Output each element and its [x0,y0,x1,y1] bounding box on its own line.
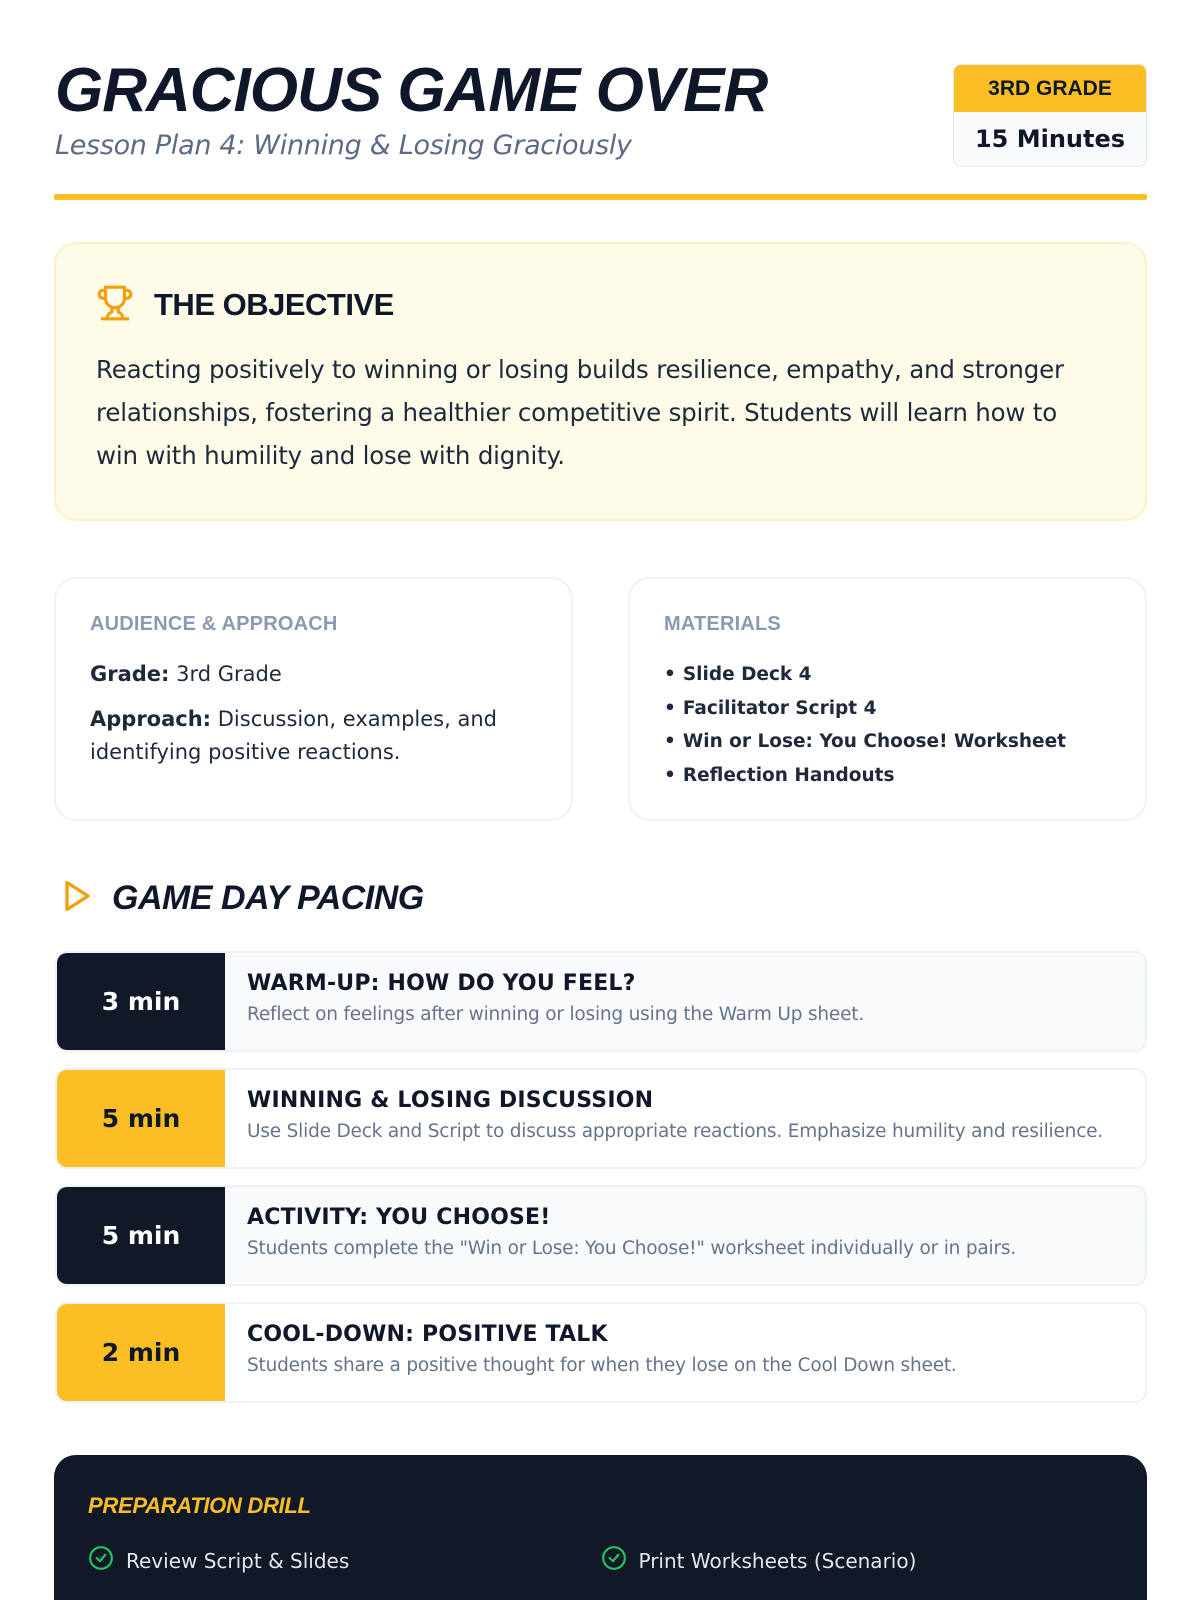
play-icon [58,878,94,918]
step-title: ACTIVITY: YOU CHOOSE! [247,1205,551,1230]
material-item: • Facilitator Script 4 [664,692,1111,726]
step-description: Students share a positive thought for when they lose on the Cool Down sheet. [247,1355,957,1376]
step-title: WARM-UP: HOW DO YOU FEEL? [247,971,636,996]
grade-value: 3rd Grade [169,662,282,686]
check-circle-icon [88,1545,114,1576]
step-title: COOL-DOWN: POSITIVE TALK [247,1322,608,1347]
objective-text: Reacting positively to winning or losing builds resilience, empathy, and stronger relationships, fostering a healthier competitive spirit. Students will learn how to win with humility and lose with dignity. [96,355,1064,470]
pacing-row [55,1185,1147,1286]
approach-line [90,703,537,769]
step-title: WINNING & LOSING DISCUSSION [247,1088,654,1113]
grade-label: Grade: [90,662,170,686]
materials-card [628,577,1147,821]
pacing-row [55,1302,1147,1403]
preparation-title: PREPARATION DRILL [88,1493,311,1518]
page-subtitle: Lesson Plan 4: Winning & Losing Graciously [55,130,632,161]
materials-list [664,658,1111,792]
pacing-title: GAME DAY PACING [112,878,424,917]
audience-card [54,577,573,821]
objective-card [54,242,1147,521]
approach-value: Discussion, examples, and identifying positive reactions. [90,707,497,764]
preparation-list [88,1545,1113,1576]
preparation-item [601,1545,1114,1576]
trophy-icon [96,284,134,326]
header [55,58,1147,200]
materials-heading: MATERIALS [664,613,781,635]
step-description: Reflect on feelings after winning or losing using the Warm Up sheet. [247,1004,865,1025]
duration-badge: 15 Minutes [974,125,1126,153]
preparation-item-label: Print Worksheets (Scenario) [638,1548,917,1573]
pacing-header [58,878,424,918]
grade-badge: 3RD GRADE [954,65,1146,112]
duration-cell: 3 min [57,953,225,1050]
pacing-row [55,1068,1147,1169]
grade-line [90,658,537,691]
audience-heading: AUDIENCE & APPROACH [90,613,338,635]
preparation-panel [54,1455,1147,1600]
page-title: GRACIOUS GAME OVER [55,56,768,125]
objective-title: THE OBJECTIVE [154,287,394,322]
preparation-item [88,1545,601,1576]
header-divider [54,194,1147,200]
material-item: • Reflection Handouts [664,759,1111,793]
duration-cell: 5 min [57,1187,225,1284]
pacing-row [55,951,1147,1052]
step-description: Use Slide Deck and Script to discuss appropriate reactions. Emphasize humility and resilience. [247,1121,1104,1142]
material-item: • Slide Deck 4 [664,658,1111,692]
check-circle-icon [601,1545,627,1576]
duration-cell: 2 min [57,1304,225,1401]
duration-cell: 5 min [57,1070,225,1167]
approach-label: Approach: [90,707,212,731]
step-description: Students complete the "Win or Lose: You Choose!" worksheet individually or in pairs. [247,1238,1017,1259]
grade-duration-badge [953,64,1147,167]
pacing-list [55,951,1147,1419]
preparation-item-label: Review Script & Slides [126,1548,350,1573]
material-item: • Win or Lose: You Choose! Worksheet [664,725,1111,759]
